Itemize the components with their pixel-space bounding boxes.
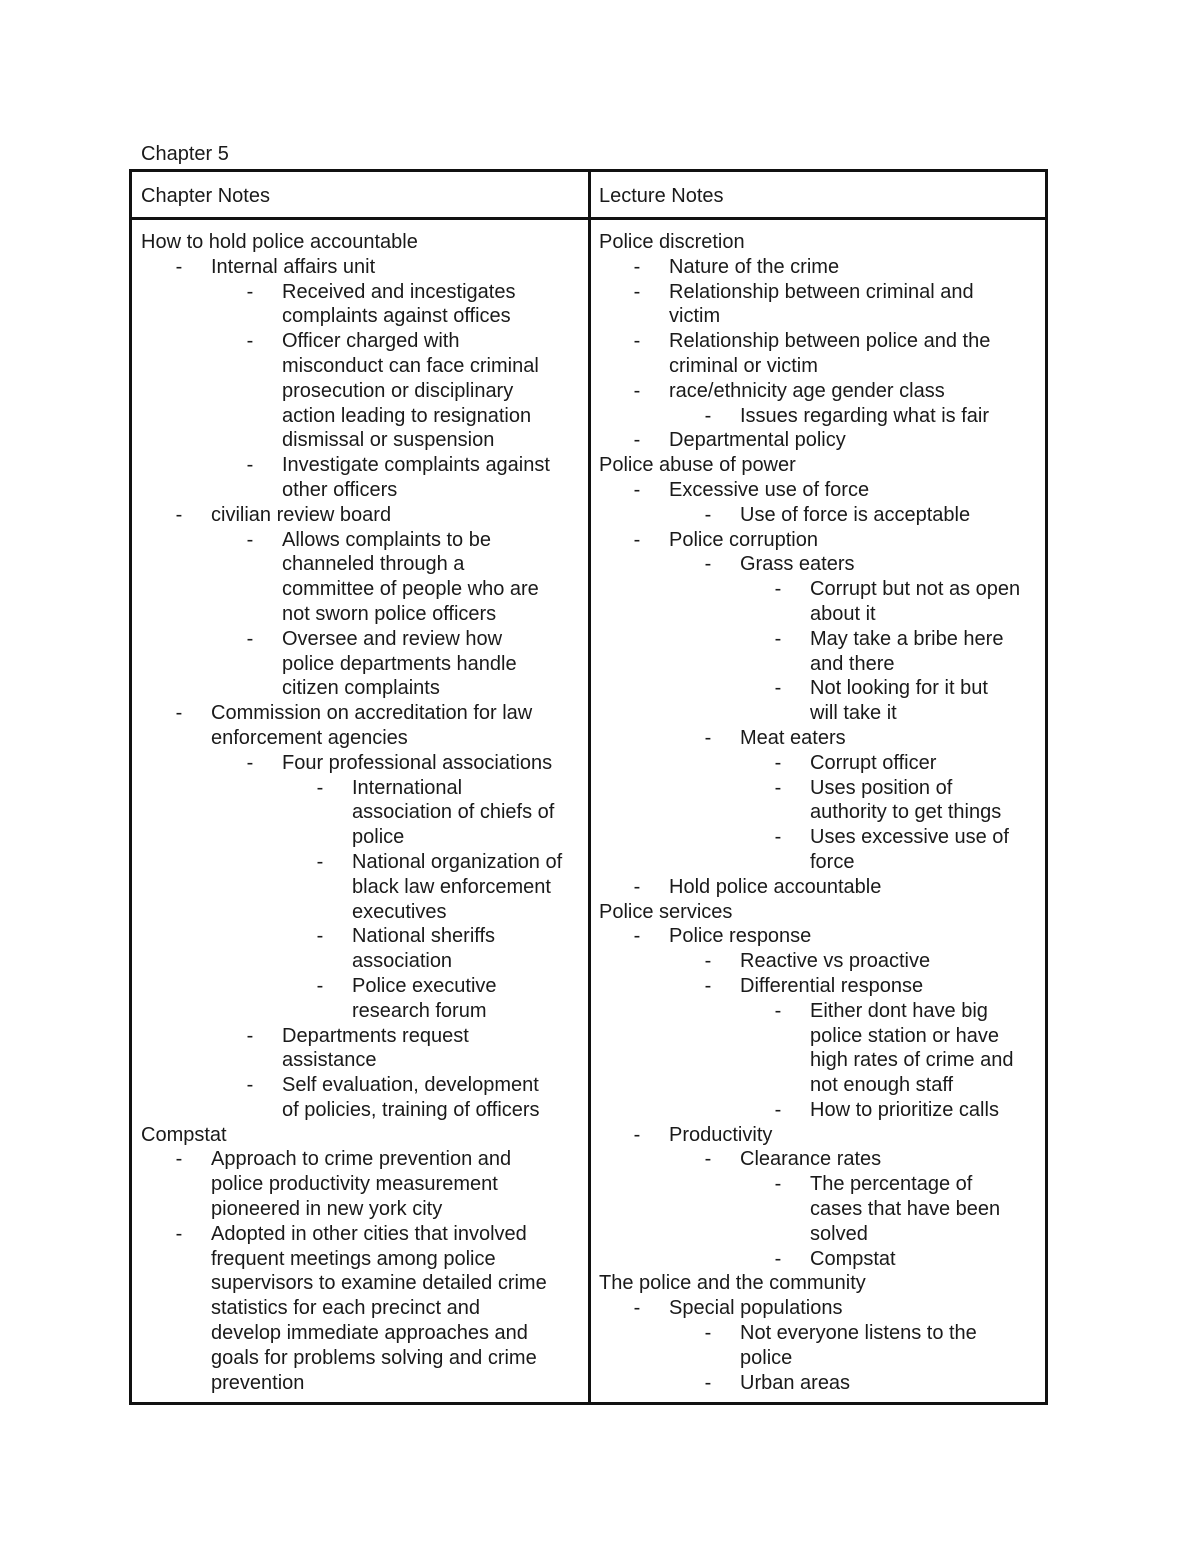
lecture-note-line (599, 1098, 1044, 1123)
lecture-note-line-text: May take a bribe here (810, 627, 1004, 650)
bullet-dash: - (704, 503, 712, 526)
chapter-note-line-text: pioneered in new york city (211, 1198, 443, 1221)
bullet-dash: - (246, 627, 254, 650)
chapter-note-line-text: supervisors to examine detailed crime (211, 1272, 547, 1295)
bullet-dash: - (246, 330, 254, 353)
chapter-note-line-text: Investigate complaints against (282, 454, 550, 477)
chapter-note-line-text: misconduct can face criminal (282, 354, 539, 377)
chapter-note-line (141, 726, 581, 751)
chapter-note-line (141, 900, 581, 925)
lecture-note-line-text: Meat eaters (740, 726, 846, 749)
lecture-note-line (599, 999, 1044, 1024)
lecture-note-line (599, 1271, 1044, 1296)
lecture-note-line (599, 404, 1044, 429)
lecture-note-line-text: not enough staff (810, 1074, 954, 1097)
bullet-dash: - (316, 925, 324, 948)
bullet-dash: - (316, 974, 324, 997)
chapter-note-line (141, 825, 581, 850)
lecture-note-line-text: Not everyone listens to the (740, 1322, 977, 1345)
chapter-note-line (141, 428, 581, 453)
chapter-note-line-text: action leading to resignation (282, 404, 532, 427)
bullet-dash: - (246, 280, 254, 303)
lecture-note-line-text: How to prioritize calls (810, 1098, 999, 1121)
chapter-note-line-text: assistance (282, 1049, 377, 1072)
lecture-note-line (599, 453, 1044, 478)
bullet-dash: - (316, 776, 324, 799)
chapter-note-line-text: complaints against offices (282, 305, 511, 328)
bullet-dash: - (633, 330, 641, 353)
chapter-note-line (141, 354, 581, 379)
chapter-note-line-text: association (352, 950, 453, 973)
chapter-note-line-text: enforcement agencies (211, 726, 408, 749)
lecture-notes-column (599, 230, 1044, 1395)
chapter-note-line-text: police (352, 826, 405, 849)
chapter-note-line-text: National sheriffs (352, 925, 496, 948)
lecture-note-line (599, 701, 1044, 726)
lecture-note-line (599, 1024, 1044, 1049)
chapter-note-line (141, 751, 581, 776)
lecture-note-line-text: The percentage of (810, 1173, 973, 1196)
bullet-dash: - (774, 1247, 782, 1270)
chapter-note-line-text: black law enforcement (352, 875, 551, 898)
chapter-note-line-text: National organization of (352, 850, 563, 873)
bullet-dash: - (246, 1024, 254, 1047)
chapter-note-line-text: other officers (282, 478, 398, 501)
lecture-note-line (599, 1073, 1044, 1098)
chapter-note-line-text: citizen complaints (282, 677, 440, 700)
lecture-note-line-text: Compstat (810, 1247, 896, 1270)
lecture-note-line-text: Clearance rates (740, 1148, 882, 1171)
lecture-note-line-text: Issues regarding what is fair (740, 404, 990, 427)
lecture-note-line-text: Special populations (669, 1297, 843, 1320)
chapter-note-line (141, 974, 581, 999)
bullet-dash: - (633, 925, 641, 948)
chapter-note-line (141, 999, 581, 1024)
lecture-note-line-text: Relationship between criminal and (669, 280, 974, 303)
lecture-note-line (599, 1197, 1044, 1222)
lecture-note-line (599, 850, 1044, 875)
chapter-note-line (141, 230, 581, 255)
lecture-note-line-text: cases that have been (810, 1198, 1001, 1221)
chapter-note-line (141, 1024, 581, 1049)
chapter-note-line (141, 701, 581, 726)
chapter-note-line (141, 627, 581, 652)
lecture-note-line-text: Uses excessive use of (810, 826, 1009, 849)
chapter-note-line (141, 949, 581, 974)
chapter-note-line (141, 652, 581, 677)
bullet-dash: - (704, 404, 712, 427)
chapter-note-line-text: Four professional associations (282, 751, 553, 774)
lecture-note-line-text: Police services (599, 900, 733, 923)
chapter-note-line (141, 850, 581, 875)
chapter-note-line (141, 404, 581, 429)
lecture-note-line-text: race/ethnicity age gender class (669, 379, 945, 402)
bullet-dash: - (246, 454, 254, 477)
bullet-dash: - (633, 1123, 641, 1146)
bullet-dash: - (175, 503, 183, 526)
lecture-note-line-text: Differential response (740, 974, 924, 997)
bullet-dash: - (704, 1371, 712, 1394)
chapter-note-line (141, 255, 581, 280)
chapter-note-line (141, 503, 581, 528)
chapter-note-line-text: develop immediate approaches and (211, 1322, 528, 1345)
bullet-dash: - (246, 528, 254, 551)
bullet-dash: - (633, 255, 641, 278)
chapter-note-line (141, 800, 581, 825)
chapter-note-line (141, 304, 581, 329)
lecture-note-line (599, 329, 1044, 354)
chapter-note-line-text: executives (352, 900, 447, 923)
chapter-note-line (141, 1371, 581, 1396)
chapter-note-line (141, 602, 581, 627)
lecture-note-line-text: Use of force is acceptable (740, 503, 971, 526)
lecture-note-line (599, 949, 1044, 974)
lecture-note-line-text: Nature of the crime (669, 255, 840, 278)
lecture-note-line-text: Police corruption (669, 528, 818, 551)
bullet-dash: - (774, 1098, 782, 1121)
lecture-note-line-text: Departmental policy (669, 429, 846, 452)
lecture-note-line (599, 900, 1044, 925)
lecture-note-line-text: will take it (810, 702, 897, 725)
lecture-note-line-text: authority to get things (810, 801, 1002, 824)
bullet-dash: - (774, 751, 782, 774)
bullet-dash: - (633, 429, 641, 452)
chapter-note-line (141, 924, 581, 949)
chapter-note-line (141, 379, 581, 404)
chapter-note-line (141, 478, 581, 503)
chapter-note-line (141, 329, 581, 354)
lecture-note-line-text: Grass eaters (740, 553, 855, 576)
chapter-note-line-text: International (352, 776, 463, 799)
bullet-dash: - (633, 875, 641, 898)
lecture-note-line (599, 552, 1044, 577)
lecture-note-line (599, 1296, 1044, 1321)
lecture-note-line (599, 1048, 1044, 1073)
chapter-note-line (141, 1271, 581, 1296)
lecture-note-line-text: high rates of crime and (810, 1049, 1014, 1072)
chapter-note-line-text: Allows complaints to be (282, 528, 491, 551)
lecture-note-line (599, 503, 1044, 528)
chapter-note-line (141, 1172, 581, 1197)
lecture-note-line (599, 751, 1044, 776)
chapter-note-line-text: Oversee and review how (282, 627, 503, 650)
chapter-note-line-text: Internal affairs unit (211, 255, 376, 278)
chapter-note-line (141, 875, 581, 900)
bullet-dash: - (774, 999, 782, 1022)
bullet-dash: - (175, 702, 183, 725)
notes-table (129, 169, 1048, 1405)
lecture-note-line (599, 478, 1044, 503)
bullet-dash: - (774, 677, 782, 700)
chapter-notes-header: Chapter Notes (141, 185, 270, 207)
lecture-note-line (599, 676, 1044, 701)
bullet-dash: - (316, 850, 324, 873)
lecture-note-line-text: victim (669, 305, 721, 328)
chapter-note-line-text: dismissal or suspension (282, 429, 495, 452)
chapter-note-line (141, 1123, 581, 1148)
chapter-note-line-text: prosecution or disciplinary (282, 379, 514, 402)
lecture-note-line-text: Not looking for it but (810, 677, 988, 700)
chapter-note-line (141, 1197, 581, 1222)
lecture-note-line-text: force (810, 850, 855, 873)
bullet-dash: - (704, 974, 712, 997)
bullet-dash: - (774, 776, 782, 799)
lecture-note-line (599, 528, 1044, 553)
lecture-note-line-text: Relationship between police and the (669, 330, 991, 353)
lecture-note-line-text: Police response (669, 925, 812, 948)
chapter-note-line (141, 1048, 581, 1073)
lecture-note-line-text: about it (810, 602, 876, 625)
lecture-note-line-text: Excessive use of force (669, 478, 870, 501)
chapter-note-line (141, 280, 581, 305)
chapter-note-line (141, 1296, 581, 1321)
chapter-note-line (141, 577, 581, 602)
lecture-note-line (599, 428, 1044, 453)
chapter-note-line-text: of policies, training of officers (282, 1098, 540, 1121)
chapter-note-line-text: Received and incestigates (282, 280, 516, 303)
lecture-note-line (599, 776, 1044, 801)
lecture-note-line (599, 379, 1044, 404)
bullet-dash: - (704, 1322, 712, 1345)
lecture-note-line (599, 875, 1044, 900)
chapter-note-line (141, 1321, 581, 1346)
lecture-note-line-text: Corrupt officer (810, 751, 937, 774)
lecture-note-line-text: Either dont have big (810, 999, 988, 1022)
chapter-note-line (141, 1222, 581, 1247)
bullet-dash: - (633, 280, 641, 303)
lecture-note-line-text: and there (810, 652, 895, 675)
lecture-note-line (599, 1147, 1044, 1172)
chapter-note-line-text: Adopted in other cities that involved (211, 1222, 527, 1245)
lecture-note-line-text: police station or have (810, 1024, 1000, 1047)
bullet-dash: - (704, 726, 712, 749)
lecture-note-line (599, 1123, 1044, 1148)
lecture-note-line (599, 627, 1044, 652)
bullet-dash: - (175, 255, 183, 278)
chapter-note-line-text: statistics for each precinct and (211, 1297, 481, 1320)
lecture-note-line (599, 652, 1044, 677)
bullet-dash: - (175, 1148, 183, 1171)
lecture-notes-header: Lecture Notes (599, 185, 724, 207)
chapter-note-line-text: Compstat (141, 1123, 227, 1146)
lecture-note-line (599, 800, 1044, 825)
chapter-note-line-text: frequent meetings among police (211, 1247, 496, 1270)
chapter-note-line-text: Self evaluation, development (282, 1074, 539, 1097)
lecture-note-line-text: solved (810, 1222, 868, 1245)
lecture-note-line (599, 280, 1044, 305)
lecture-note-line (599, 354, 1044, 379)
chapter-note-line-text: channeled through a (282, 553, 465, 576)
bullet-dash: - (774, 1173, 782, 1196)
chapter-note-line (141, 1073, 581, 1098)
chapter-note-line-text: Commission on accreditation for law (211, 702, 533, 725)
header-divider (132, 217, 1045, 220)
chapter-note-line-text: Departments request (282, 1024, 469, 1047)
bullet-dash: - (774, 627, 782, 650)
lecture-note-line (599, 230, 1044, 255)
chapter-note-line-text: How to hold police accountable (141, 231, 418, 253)
chapter-note-line (141, 676, 581, 701)
lecture-note-line (599, 1346, 1044, 1371)
page-title: Chapter 5 (141, 143, 229, 165)
bullet-dash: - (633, 528, 641, 551)
bullet-dash: - (246, 751, 254, 774)
chapter-note-line (141, 1098, 581, 1123)
chapter-note-line-text: prevention (211, 1371, 305, 1394)
chapter-note-line-text: civilian review board (211, 503, 392, 526)
lecture-note-line-text: Police discretion (599, 231, 745, 253)
lecture-note-line (599, 1222, 1044, 1247)
chapter-note-line (141, 1247, 581, 1272)
bullet-dash: - (633, 478, 641, 501)
chapter-note-line-text: Police executive (352, 974, 497, 997)
bullet-dash: - (246, 1074, 254, 1097)
lecture-note-line-text: Hold police accountable (669, 875, 882, 898)
lecture-note-line-text: The police and the community (599, 1272, 866, 1295)
lecture-note-line (599, 825, 1044, 850)
bullet-dash: - (774, 578, 782, 601)
chapter-note-line-text: association of chiefs of (352, 801, 555, 824)
column-divider (588, 172, 591, 1402)
chapter-note-line-text: not sworn police officers (282, 602, 497, 625)
chapter-note-line-text: Approach to crime prevention and (211, 1148, 512, 1171)
lecture-note-line (599, 1321, 1044, 1346)
chapter-note-line-text: police productivity measurement (211, 1173, 498, 1196)
lecture-note-line (599, 1172, 1044, 1197)
lecture-note-line (599, 1247, 1044, 1272)
lecture-note-line (599, 602, 1044, 627)
chapter-note-line (141, 776, 581, 801)
bullet-dash: - (704, 553, 712, 576)
chapter-notes-column (141, 230, 581, 1395)
bullet-dash: - (175, 1222, 183, 1245)
lecture-note-line (599, 974, 1044, 999)
chapter-note-line-text: Officer charged with (282, 330, 460, 353)
lecture-note-line-text: criminal or victim (669, 354, 818, 377)
chapter-note-line (141, 453, 581, 478)
bullet-dash: - (633, 379, 641, 402)
lecture-note-line (599, 577, 1044, 602)
bullet-dash: - (633, 1297, 641, 1320)
chapter-note-line (141, 528, 581, 553)
chapter-note-line-text: goals for problems solving and crime (211, 1346, 537, 1369)
chapter-note-line (141, 1346, 581, 1371)
lecture-note-line (599, 255, 1044, 280)
lecture-note-line (599, 924, 1044, 949)
chapter-note-line (141, 552, 581, 577)
bullet-dash: - (774, 826, 782, 849)
chapter-note-line-text: police departments handle (282, 652, 517, 675)
chapter-note-line-text: research forum (352, 999, 487, 1022)
lecture-note-line (599, 304, 1044, 329)
lecture-note-line (599, 726, 1044, 751)
lecture-note-line-text: police (740, 1346, 793, 1369)
lecture-note-line-text: Urban areas (740, 1371, 851, 1394)
bullet-dash: - (704, 1148, 712, 1171)
lecture-note-line-text: Reactive vs proactive (740, 950, 931, 973)
chapter-note-line-text: committee of people who are (282, 578, 539, 601)
lecture-note-line-text: Uses position of (810, 776, 953, 799)
bullet-dash: - (704, 950, 712, 973)
chapter-note-line (141, 1147, 581, 1172)
lecture-note-line (599, 1371, 1044, 1396)
lecture-note-line-text: Productivity (669, 1123, 773, 1146)
lecture-note-line-text: Police abuse of power (599, 454, 796, 477)
lecture-note-line-text: Corrupt but not as open (810, 578, 1021, 601)
